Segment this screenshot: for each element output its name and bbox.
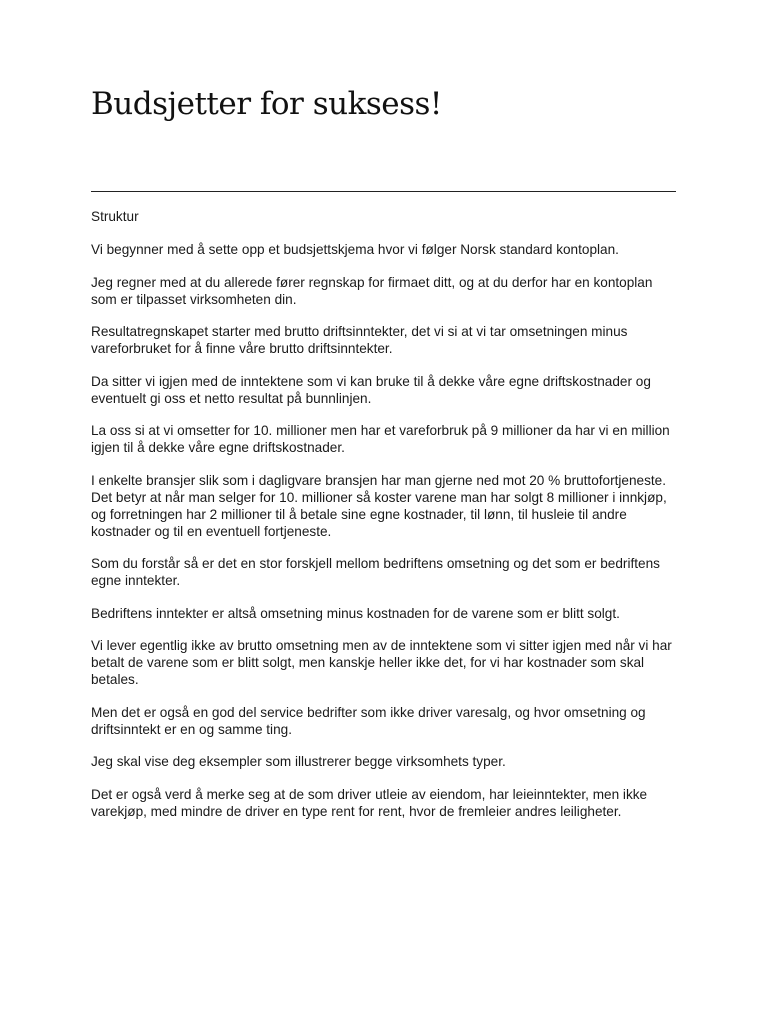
paragraph: Resultatregnskapet starter med brutto driftsinntekter, det vi si at vi tar omsetningen minus vareforbruket for å finne våre brutto driftsinntekter. <box>91 324 628 356</box>
paragraph: Da sitter vi igjen med de inntektene som vi kan bruke til å dekke våre egne driftskostnader og eventuelt gi oss et netto resultat på bunnlinjen. <box>91 373 651 406</box>
paragraph: I enkelte bransjer slik som i dagligvare bransjen har man gjerne ned mot 20 % bruttofortjeneste. Det betyr at når man selger for 10. millioner så koster varene man har solgt 8 millioner i innkjøp, og forretningen har 2 millioner til å betale sine egne kostnader, til lønn, til husleie til andre kostnader og til en eventuell fortjeneste. <box>91 472 667 539</box>
paragraph: Jeg skal vise deg eksempler som illustrerer begge virksomhets typer. <box>91 754 506 769</box>
paragraph: Jeg regner med at du allerede fører regnskap for firmaet ditt, og at du derfor har en kontoplan som er tilpasset virksomheten din. <box>91 274 653 307</box>
document-title: Budsjetter for suksess! <box>91 86 442 122</box>
title-divider <box>91 191 676 192</box>
paragraph: Bedriftens inntekter er altså omsetning minus kostnaden for de varene som er blitt solgt. <box>91 605 620 621</box>
paragraph: La oss si at vi omsetter for 10. millioner men har et vareforbruk på 9 millioner da har vi en million igjen til å dekke våre egne driftskostnader. <box>91 423 670 455</box>
paragraph: Som du forstår så er det en stor forskjell mellom bedriftens omsetning og det som er bedriftens egne inntekter. <box>91 556 660 588</box>
section-heading: Struktur <box>91 209 139 224</box>
document-body <box>91 208 681 835</box>
paragraph: Vi lever egentlig ikke av brutto omsetning men av de inntektene som vi sitter igjen med når vi har betalt de varene som er blitt solgt, men kanskje heller ikke det, for vi har kostnader som skal betales. <box>91 638 672 687</box>
paragraph: Men det er også en god del service bedrifter som ikke driver varesalg, og hvor omsetning og driftsinntekt er en og samme ting. <box>91 704 646 737</box>
paragraph: Det er også verd å merke seg at de som driver utleie av eiendom, har leieinntekter, men ikke varekjøp, med mindre de driver en type rent for rent, hvor de fremleier andres leiligheter. <box>91 786 648 819</box>
paragraph: Vi begynner med å sette opp et budsjettskjema hvor vi følger Norsk standard kontoplan. <box>91 242 619 257</box>
